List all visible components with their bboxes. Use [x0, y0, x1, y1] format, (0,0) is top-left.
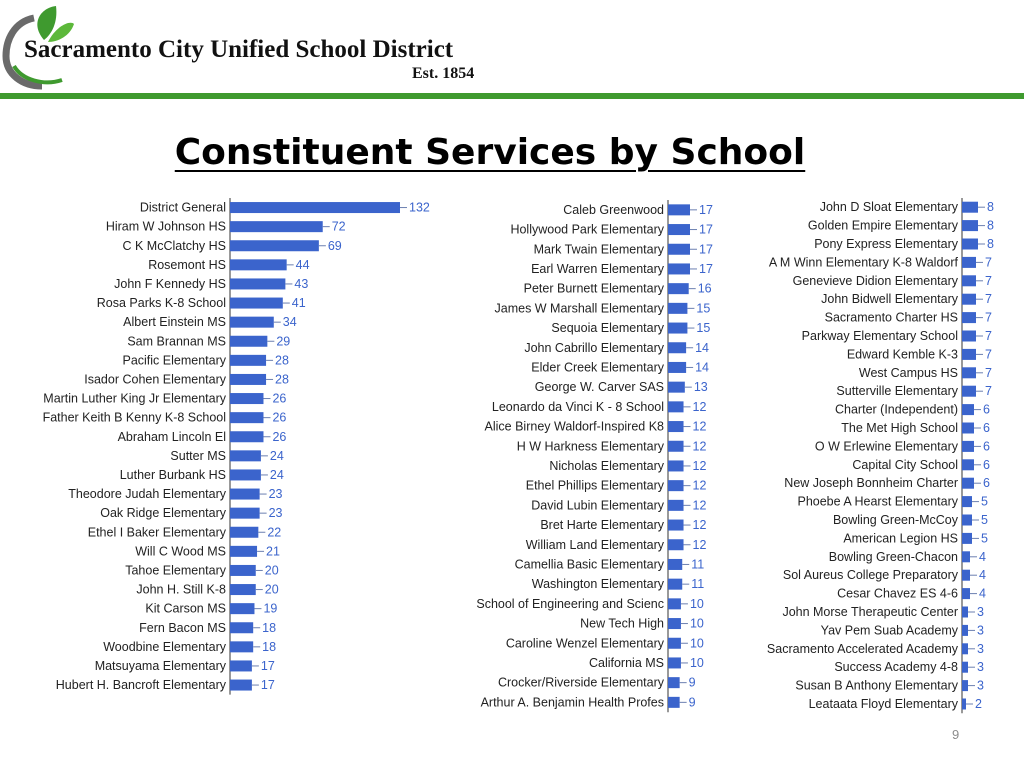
data-label: 28	[275, 353, 289, 368]
data-label: 12	[692, 458, 707, 473]
bar	[668, 618, 681, 629]
data-label: 12	[692, 498, 707, 513]
bar	[962, 367, 976, 378]
data-label: 13	[693, 380, 708, 395]
category-label: James W Marshall Elementary	[494, 301, 664, 316]
data-label: 3	[977, 623, 984, 638]
category-label: Father Keith B Kenny K-8 School	[42, 410, 226, 425]
category-label: California MS	[588, 655, 664, 670]
bar	[230, 374, 266, 385]
bar	[230, 221, 323, 232]
data-label: 44	[295, 257, 310, 272]
category-label: Edward Kemble K-3	[846, 347, 958, 362]
category-label: Caleb Greenwood	[563, 202, 664, 217]
category-label: Tahoe Elementary	[125, 563, 226, 578]
data-label: 10	[689, 616, 704, 631]
data-label: 11	[691, 557, 705, 572]
bar	[668, 539, 684, 550]
established-year: Est. 1854	[412, 65, 475, 82]
data-label: 24	[269, 448, 284, 463]
bar	[962, 551, 970, 562]
data-label: 8	[987, 237, 994, 251]
bar	[230, 202, 400, 213]
data-label: 7	[985, 365, 992, 380]
category-label: Sacramento Charter HS	[824, 310, 958, 325]
bar	[962, 515, 972, 526]
category-label: Hubert H. Bancroft Elementary	[55, 678, 226, 693]
category-label: Oak Ridge Elementary	[100, 506, 226, 521]
category-label: Luther Burbank HS	[119, 467, 226, 482]
data-label: 15	[696, 321, 711, 336]
category-label: John Cabrillo Elementary	[524, 340, 664, 355]
chart-panel-1	[43, 198, 430, 695]
bar	[668, 520, 684, 531]
bar	[962, 496, 972, 507]
category-label: Isador Cohen Elementary	[84, 372, 226, 387]
bar	[962, 588, 970, 599]
bar	[962, 478, 974, 489]
data-label: 6	[983, 421, 990, 435]
data-label: 22	[267, 525, 282, 540]
category-label: Phoebe A Hearst Elementary	[797, 494, 958, 509]
category-label: C K McClatchy HS	[122, 238, 226, 253]
category-label: Hollywood Park Elementary	[510, 222, 664, 237]
category-label: Will C Wood MS	[135, 544, 226, 559]
bar	[668, 224, 690, 235]
bar	[668, 697, 680, 708]
data-label: 132	[409, 200, 430, 215]
category-label: New Joseph Bonnheim Charter	[784, 476, 958, 491]
category-label: Matsuyama Elementary	[94, 658, 226, 673]
category-label: Susan B Anthony Elementary	[795, 678, 958, 693]
category-label: Pony Express Elementary	[814, 237, 958, 251]
bar	[230, 622, 253, 633]
bar	[962, 607, 968, 618]
data-label: 5	[981, 531, 988, 546]
bar	[962, 257, 976, 268]
data-label: 4	[979, 568, 986, 583]
data-label: 17	[699, 202, 713, 217]
data-label: 43	[294, 276, 309, 291]
bar	[962, 294, 976, 305]
bar	[962, 275, 976, 286]
category-label: Arthur A. Benjamin Health Profes	[480, 695, 664, 710]
data-label: 12	[692, 537, 707, 552]
bar	[230, 355, 266, 366]
category-label: West Campus HS	[858, 365, 958, 380]
category-label: John H. Still K-8	[136, 582, 226, 597]
bar	[962, 349, 976, 360]
data-label: 69	[327, 238, 342, 253]
data-label: 8	[987, 218, 994, 233]
data-label: 9	[688, 675, 696, 690]
category-label: O W Erlewine Elementary	[814, 439, 958, 454]
data-label: 7	[985, 384, 992, 399]
bar	[230, 508, 260, 519]
data-label: 7	[985, 273, 992, 288]
data-label: 9	[688, 695, 696, 710]
data-label: 10	[689, 636, 704, 651]
bar	[668, 460, 684, 471]
bar	[668, 598, 681, 609]
data-label: 17	[699, 261, 713, 276]
data-label: 7	[985, 329, 992, 343]
category-label: Rosemont HS	[148, 257, 226, 272]
data-label: 17	[699, 222, 713, 237]
bar	[668, 401, 684, 412]
category-label: Elder Creek Elementary	[531, 360, 664, 375]
category-label: H W Harkness Elementary	[516, 439, 664, 454]
data-label: 20	[264, 582, 279, 597]
data-label: 3	[977, 605, 984, 619]
bar	[962, 570, 970, 581]
category-label: Leonardo da Vinci K - 8 School	[491, 399, 664, 414]
bar	[668, 421, 684, 432]
category-label: Sol Aureus College Preparatory	[782, 568, 958, 583]
bar	[668, 638, 681, 649]
bar	[230, 336, 267, 347]
category-label: Albert Einstein MS	[123, 315, 226, 330]
category-label: Kit Carson MS	[145, 601, 226, 616]
data-label: 15	[696, 301, 711, 316]
data-label: 3	[977, 660, 984, 675]
data-label: 6	[983, 457, 990, 472]
category-label: Washington Elementary	[531, 577, 664, 592]
category-label: Ethel I Baker Elementary	[87, 525, 226, 540]
category-label: John F Kennedy HS	[114, 276, 226, 291]
bar	[230, 431, 263, 442]
category-label: Fern Bacon MS	[139, 620, 226, 635]
category-label: Sequoia Elementary	[551, 321, 664, 336]
bar	[668, 579, 682, 590]
data-label: 6	[983, 476, 990, 491]
category-label: Mark Twain Elementary	[533, 242, 664, 257]
bar	[230, 489, 260, 500]
bar	[668, 677, 680, 688]
bar	[230, 412, 263, 423]
bar	[668, 204, 690, 215]
data-label: 16	[697, 281, 712, 296]
category-label: Ethel Phillips Elementary	[525, 478, 664, 493]
category-label: John Bidwell Elementary	[821, 292, 958, 307]
data-label: 10	[689, 596, 704, 611]
category-label: John D Sloat Elementary	[819, 200, 958, 215]
data-label: 12	[692, 478, 707, 493]
data-label: 14	[695, 340, 710, 355]
data-label: 72	[331, 219, 346, 234]
bar	[230, 603, 254, 614]
bar	[962, 312, 976, 323]
bar	[668, 362, 686, 373]
bar	[962, 220, 978, 231]
org-name: Sacramento City Unified School District	[24, 36, 454, 63]
page-title: Constituent Services by School	[174, 132, 806, 173]
bar	[230, 660, 252, 671]
category-label: Charter (Independent)	[835, 402, 958, 417]
data-label: 12	[692, 518, 707, 533]
category-label: Golden Empire Elementary	[807, 218, 958, 233]
data-label: 12	[692, 419, 707, 434]
bar	[230, 240, 319, 251]
bar	[230, 259, 287, 270]
bar	[668, 382, 685, 393]
category-label: Alice Birney Waldorf-Inspired K8	[484, 419, 664, 434]
bar	[668, 283, 689, 294]
data-label: 7	[985, 292, 992, 307]
data-label: 29	[276, 334, 291, 349]
data-label: 20	[264, 563, 279, 578]
data-label: 12	[692, 399, 707, 414]
data-label: 26	[272, 429, 287, 444]
bar	[230, 680, 252, 691]
bar	[962, 404, 974, 415]
bar	[962, 386, 976, 397]
bar	[668, 657, 681, 668]
data-label: 23	[268, 506, 283, 521]
data-label: 24	[269, 467, 284, 482]
bar	[668, 244, 690, 255]
bar	[230, 641, 253, 652]
category-label: Bowling Green-McCoy	[832, 513, 958, 527]
category-label: American Legion HS	[843, 531, 958, 546]
data-label: 21	[266, 544, 280, 559]
category-label: New Tech High	[580, 616, 664, 631]
bar	[230, 527, 258, 538]
data-label: 18	[262, 639, 277, 654]
data-label: 41	[291, 296, 306, 311]
bar	[962, 459, 974, 470]
category-label: Abraham Lincoln El	[117, 429, 226, 444]
bar	[962, 423, 974, 434]
data-label: 3	[977, 678, 984, 693]
data-label: 5	[981, 513, 988, 527]
category-label: Pacific Elementary	[122, 353, 226, 368]
bar	[962, 441, 974, 452]
data-label: 7	[985, 347, 992, 362]
data-label: 17	[699, 242, 713, 257]
data-label: 17	[260, 658, 275, 673]
category-label: George W. Carver SAS	[534, 380, 664, 395]
data-label: 2	[975, 697, 982, 711]
category-label: School of Engineering and Scienc	[476, 596, 664, 611]
category-label: Leataata Floyd Elementary	[808, 697, 958, 711]
bar	[668, 441, 684, 452]
data-label: 14	[695, 360, 710, 375]
category-label: Sutter MS	[170, 448, 226, 463]
bar	[668, 559, 682, 570]
category-label: Earl Warren Elementary	[531, 261, 664, 276]
category-label: Genevieve Didion Elementary	[792, 273, 958, 288]
bar	[668, 323, 687, 334]
category-label: Capital City School	[852, 457, 958, 472]
data-label: 7	[985, 310, 992, 325]
category-label: Crocker/Riverside Elementary	[497, 675, 664, 690]
bar	[230, 450, 261, 461]
bar	[962, 680, 968, 691]
category-label: District General	[139, 200, 226, 215]
data-label: 12	[692, 439, 707, 454]
category-label: Camellia Basic Elementary	[514, 557, 664, 572]
category-label: A M Winn Elementary K-8 Waldorf	[768, 255, 958, 270]
data-label: 5	[981, 494, 988, 509]
category-label: John Morse Therapeutic Center	[782, 605, 958, 619]
data-label: 3	[977, 641, 984, 656]
category-label: Hiram W Johnson HS	[105, 219, 226, 234]
bar	[962, 662, 968, 673]
data-label: 11	[691, 577, 705, 592]
category-label: Sacramento Accelerated Academy	[766, 641, 958, 656]
bar	[230, 469, 261, 480]
data-label: 23	[268, 487, 283, 502]
page-number: 9	[952, 727, 960, 742]
bar	[668, 263, 690, 274]
category-label: Sam Brannan MS	[127, 334, 226, 349]
bar	[962, 239, 978, 250]
category-label: Cesar Chavez ES 4-6	[837, 586, 958, 601]
chart-panel-2	[476, 200, 713, 712]
data-label: 26	[272, 410, 287, 425]
category-label: Peter Burnett Elementary	[523, 281, 664, 296]
category-label: Bret Harte Elementary	[540, 518, 664, 533]
category-label: David Lubin Elementary	[531, 498, 664, 513]
bar	[962, 202, 978, 213]
bar	[230, 584, 256, 595]
bar	[230, 317, 274, 328]
data-label: 26	[272, 391, 287, 406]
bar	[668, 342, 686, 353]
bar	[668, 500, 684, 511]
data-label: 6	[983, 402, 990, 417]
bar	[668, 480, 684, 491]
bar	[230, 546, 257, 557]
bar	[962, 331, 976, 342]
bar	[230, 565, 256, 576]
bar	[962, 699, 966, 710]
category-label: Sutterville Elementary	[836, 384, 958, 399]
category-label: Parkway Elementary School	[801, 329, 958, 343]
category-label: Rosa Parks K-8 School	[96, 296, 226, 311]
data-label: 7	[985, 255, 992, 270]
bar	[962, 643, 968, 654]
bar	[962, 625, 968, 636]
bar	[668, 303, 687, 314]
data-label: 34	[282, 315, 297, 330]
bar	[230, 278, 285, 289]
bar	[230, 393, 263, 404]
category-label: Martin Luther King Jr Elementary	[43, 391, 226, 406]
data-label: 4	[979, 549, 986, 564]
data-label: 6	[983, 439, 990, 454]
data-label: 19	[263, 601, 278, 616]
category-label: Success Academy 4-8	[834, 660, 958, 675]
category-label: Theodore Judah Elementary	[68, 487, 226, 502]
category-label: Nicholas Elementary	[549, 458, 664, 473]
data-label: 8	[987, 200, 994, 215]
data-label: 10	[689, 655, 704, 670]
chart-panel-3	[767, 198, 994, 713]
category-label: The Met High School	[841, 421, 958, 435]
category-label: William Land Elementary	[525, 537, 664, 552]
data-label: 17	[260, 678, 275, 693]
category-label: Woodbine Elementary	[103, 639, 226, 654]
category-label: Bowling Green-Chacon	[828, 549, 958, 564]
bar	[230, 298, 283, 309]
bar	[962, 533, 972, 544]
data-label: 4	[979, 586, 986, 601]
category-label: Yav Pem Suab Academy	[820, 623, 958, 638]
data-label: 28	[275, 372, 289, 387]
data-label: 18	[262, 620, 277, 635]
category-label: Caroline Wenzel Elementary	[505, 636, 664, 651]
